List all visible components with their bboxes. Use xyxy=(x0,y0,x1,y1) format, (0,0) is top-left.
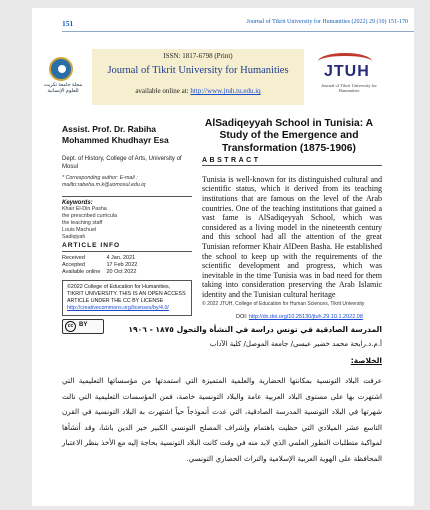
journal-url-link[interactable]: http://www.jtuh.tu.edu.iq xyxy=(190,87,261,95)
arabic-abstract-heading: الخلاصة: xyxy=(350,356,382,365)
arabic-title: المدرسة الصادقية في تونس دراسة في النشأة والتحول ١٨٧٥ - ١٩٠٦ xyxy=(128,325,382,334)
jtuh-logo-text: JTUH xyxy=(324,63,370,80)
date-row xyxy=(62,262,143,269)
issn: ISSN: 1817-6798 (Print) xyxy=(163,52,233,60)
keyword-item: the teaching staff xyxy=(62,220,103,226)
left-logo-text: مجلة جامعة تكريت للعلوم الإنسانية xyxy=(43,83,83,94)
keywords-label: Keywords: xyxy=(62,200,93,206)
article-info-heading: ARTICLE INFO xyxy=(62,242,121,249)
available-online xyxy=(92,87,304,95)
divider xyxy=(62,196,192,197)
page-number: 151 xyxy=(62,19,74,28)
keyword-item: Khair El-Din Pasha xyxy=(62,206,107,212)
journal-banner xyxy=(40,49,385,105)
license-text: ©2022 College of Education for Humanities, TIKRIT UNIVERSITY. THIS IS AN OPEN ACCESS ARTICLE UNDER THE CC BY LICENSE xyxy=(67,284,186,304)
banner-center xyxy=(92,49,304,105)
keyword-item: the prescribed curricula xyxy=(62,213,118,219)
left-column xyxy=(62,124,192,334)
abstract-heading: ABSTRACT xyxy=(202,156,261,164)
journal-title: Journal of Tikrit University for Humanities xyxy=(107,65,289,76)
date-row xyxy=(62,255,143,262)
date-label: Accepted xyxy=(62,262,85,268)
keywords-list xyxy=(62,206,192,241)
university-seal-icon xyxy=(49,57,73,81)
available-label: available online at: xyxy=(135,87,189,95)
date-label: Received xyxy=(62,255,85,261)
date-value: 20 Oct 2022 xyxy=(106,269,137,275)
abstract-text: Tunisia is well-known for its distinguished cultural and scientific status, which it derived from its teaching institutions that are famous on the level of the Arab countries. One of the teaching institutions that gained a vast fame is AlSadiqeyyah School, which was considered as a living model in the nineteenth century and this school had all the attention of the great Tunisian reformer Khair AlDeen Basha. He established the school to keep up with the requirements of the scientific development and progress, which was inevitable in the time Tunisia was in bad need for them taking into consideration preserving the Arab Islamic identity and the Tunisian cultural heritage xyxy=(202,174,382,300)
cc-by-text: BY xyxy=(79,322,88,328)
doi-label: DOI: xyxy=(236,314,248,320)
date-value: 17 Feb 2022 xyxy=(106,262,138,268)
divider xyxy=(62,251,192,252)
arabic-author: أ.م.د.رابحة محمد خضير عيسى/ جامعة الموصل/ كلية الآداب xyxy=(209,340,382,348)
jtuh-logo-sub: Journal of Tikrit University for Humanities xyxy=(321,83,377,93)
running-title: Journal of Tikrit University for Humanities (2022) 29 (10) 151-170 xyxy=(246,19,408,25)
license-box xyxy=(62,280,192,316)
right-column xyxy=(196,118,382,307)
jtuh-logo xyxy=(312,49,382,105)
copyright-line: © 2022 JTUH, College of Education for Human Sciences, Tikrit University xyxy=(202,300,365,307)
doi-link[interactable]: http://dx.doi.org/10.25130/jtuh.29.10.1.2022.08 xyxy=(248,314,363,320)
doi-line xyxy=(236,314,363,320)
license-link[interactable]: http://creativecommons.org/licenses/by/4.0/ xyxy=(67,305,169,311)
university-logo xyxy=(40,57,84,101)
keyword-item: Louis Machuel xyxy=(62,227,97,233)
running-header xyxy=(62,19,414,32)
cc-icon: cc xyxy=(65,321,76,332)
keyword-item: Sadiqiyah xyxy=(62,234,86,240)
arabic-abstract-body: عرفت البلاد التونسية بمكانتها الحضارية والعلمية المتميزة التي استمدتها من مؤسساتها التعليمية التي اشتهرت بها على مستوى البلاد العربية عامة والبلاد التونسية خاصة، فمن المؤسسات التعليمية التي نالت شهرتها في البلاد التونسية المدرسة الصادقية، التي غدت أنموذجاً حياً اشتهرت به البلاد التونسية في القرن التاسع عشر الميلادي التي حظيت باهتمام وإشراف المصلح التونسي الكبير خير الدين باشا، وقد أنشأها لمواكبة متطلبات التطور العلمي الذي لابد منه في وقت كانت البلاد التونسية بحاجة إليه مع الأخذ بنظر الاعتبار المحافظة على الهوية العربية الإسلامية والتراث الحضاري التونسي. xyxy=(62,376,382,463)
corresponding-email[interactable]: * Corresponding author: E-mail : mailto:rabeha.m.k@uomosul.edu.iq xyxy=(62,175,146,188)
date-row xyxy=(62,269,143,276)
author-affiliation: Dept. of History, College of Arts, University of Mosul xyxy=(62,156,182,170)
date-value: 4 Jan. 2021 xyxy=(106,255,136,261)
divider xyxy=(202,165,382,166)
date-label: Available online xyxy=(62,269,101,275)
author-name: Assist. Prof. Dr. Rabiha Mohammed Khudhayr Esa xyxy=(62,124,169,145)
article-dates xyxy=(62,255,143,276)
article-title: AlSadiqeyyah School in Tunisia: A Study of the Emergence and Transformation (1875-1906) xyxy=(204,118,374,154)
